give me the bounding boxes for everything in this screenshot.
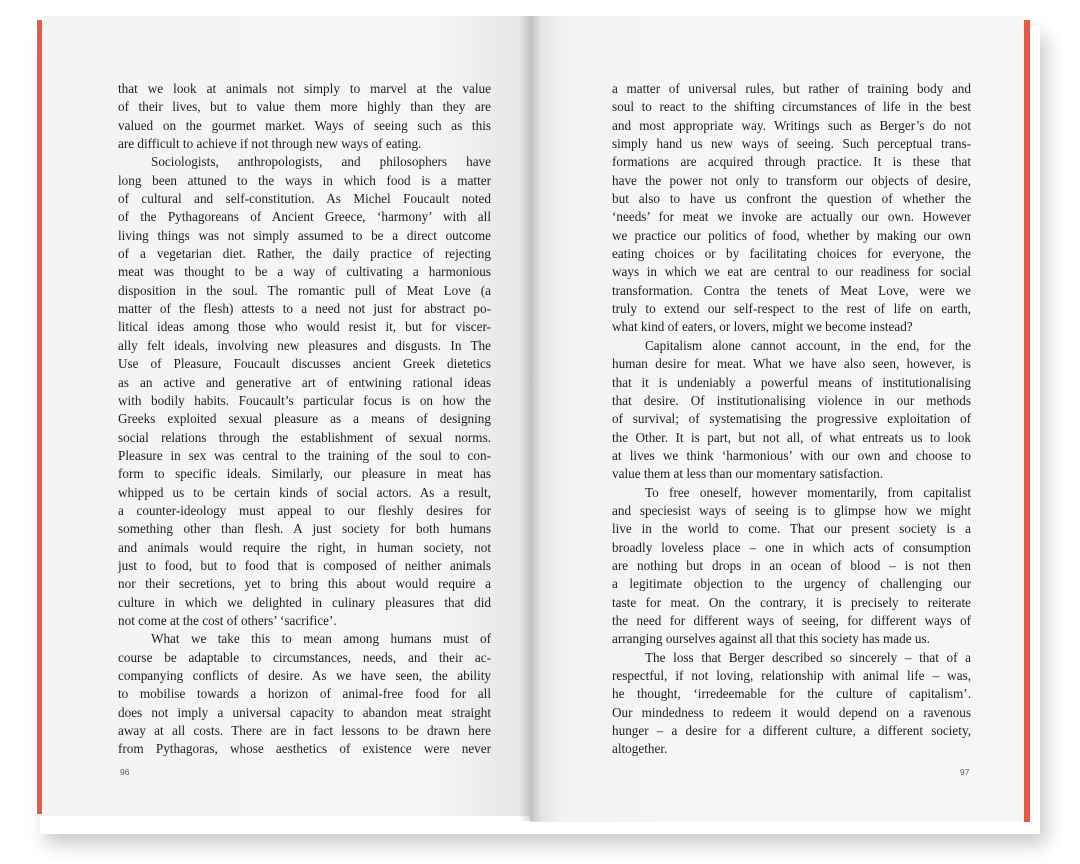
- left-page-number: 96: [120, 767, 130, 777]
- text-line: litical ideas among those who would resist it, but for viscer-: [118, 319, 491, 335]
- text-line: taste for meat. On the contrary, it is precisely to reiterate: [612, 594, 971, 610]
- text-line: truly to extend our self-respect to the rest of life on earth,: [612, 301, 971, 317]
- text-line: Capitalism alone cannot account, in the end, for the: [645, 337, 971, 353]
- text-line: of their lives, but to value them more highly than they are: [118, 99, 491, 115]
- right-page-edge: [1023, 20, 1030, 822]
- text-line: that we look at animals not simply to marvel at the value: [118, 81, 491, 96]
- text-line: nor their secretions, yet to bring this about would require a: [118, 576, 491, 592]
- text-line: meat was thought to be a way of cultivating a harmonious: [118, 264, 491, 280]
- text-line: Our mindedness to redeem it would depend on a ravenous: [612, 704, 971, 720]
- text-line: eating choices or by facilitating choices for everyone, the: [612, 246, 971, 262]
- text-line: Sociologists, anthropologists, and philosophers have: [151, 154, 491, 170]
- text-line: companying conflicts of desire. As we have seen, the ability: [118, 668, 491, 683]
- text-line: have the power not only to transform our objects of desire,: [612, 172, 971, 188]
- text-line: and speciesist ways of seeing is to glimpse how we might: [612, 502, 971, 518]
- text-line: as an active and generative art of entwining rational ideas: [118, 374, 491, 390]
- text-line: at lives we think ‘harmonious’ with our own and choose to: [612, 447, 971, 463]
- text-line: soul to react to the shifting circumstances of life in the best: [612, 99, 971, 115]
- text-line: live in the world to come. That our present society is a: [612, 521, 971, 537]
- text-line: of the Pythagoreans of Ancient Greece, ‘harmony’ with all: [118, 209, 491, 225]
- text-line: To free oneself, however momentarily, from capitalist: [645, 484, 971, 500]
- text-line: what kind of eaters, or lovers, might we become instead?: [612, 319, 913, 335]
- text-line: disposition in the soul. The romantic pull of Meat Love (a: [118, 282, 491, 298]
- text-line: ‘needs’ for meat we invoke are actually our own. However: [612, 209, 971, 225]
- text-line: Use of Pleasure, Foucault discusses ancient Greek dietetics: [118, 356, 491, 372]
- text-line: but also to have us confront the question of whether the: [612, 191, 971, 207]
- text-line: away at all costs. There are in fact lessons to be drawn here: [118, 723, 491, 739]
- text-line: What we take this to mean among humans must of: [151, 631, 491, 647]
- text-line: we practice our politics of food, whether by making our own: [612, 227, 971, 243]
- text-line: does not imply a universal capacity to abandon meat straight: [118, 704, 491, 720]
- text-line: ally felt ideals, involving new pleasures and disgusts. In The: [118, 337, 491, 353]
- text-line: broadly loveless place – one in which acts of consumption: [612, 539, 971, 555]
- text-line: respectful, if not loving, relationship with animal life – was,: [612, 668, 971, 683]
- text-line: the need for different ways of seeing, for different ways of: [612, 612, 971, 628]
- text-line: culture in which we delighted in culinary pleasures that did: [118, 594, 491, 610]
- text-line: of survival; of systematising the progressive exploitation of: [612, 411, 971, 427]
- text-line: human desire for meat. What we have also seen, however, is: [612, 356, 971, 372]
- text-line: of cultural and self-constitution. As Michel Foucault noted: [118, 191, 491, 207]
- text-line: something other than flesh. A just society for both humans: [118, 521, 491, 537]
- text-line: The loss that Berger described so sincerely – that of a: [645, 649, 971, 665]
- text-line: that desire. Of institutionalising violence in our methods: [612, 392, 971, 408]
- text-line: transformation. Contra the tenets of Meat Love, were we: [612, 282, 971, 298]
- text-line: long been attuned to the ways in which food is a matter: [118, 172, 491, 188]
- text-line: valued on the gourmet market. Ways of seeing such as this: [118, 117, 491, 133]
- text-line: ways in which we eat are central to our readiness for social: [612, 264, 971, 280]
- text-line: a matter of universal rules, but rather of training body and: [612, 81, 971, 96]
- text-line: formations are acquired through practice. It is these that: [612, 154, 971, 170]
- text-line: just to food, but to food that is composed of neither animals: [118, 557, 491, 573]
- text-line: Pleasure in sex was central to the training of the soul to con-: [118, 447, 491, 463]
- text-line: and animals would require the right, in human society, not: [118, 539, 491, 555]
- right-page-text: [612, 80, 971, 759]
- text-line: form to specific ideals. Similarly, our pleasure in meat has: [118, 466, 491, 482]
- text-line: arranging ourselves against all that this society has made us.: [612, 631, 930, 647]
- text-line: social relations through the establishment of sexual norms.: [118, 429, 491, 445]
- text-line: hunger – a desire for a different culture, a different society,: [612, 723, 971, 739]
- right-page-number: 97: [960, 767, 970, 777]
- text-line: simply hand us new ways of seeing. Such perceptual trans-: [612, 136, 971, 152]
- text-line: and most appropriate way. Writings such as Berger’s do not: [612, 117, 971, 133]
- text-line: that it is undeniably a powerful means of institutionalising: [612, 374, 971, 390]
- text-line: altogether.: [612, 741, 668, 757]
- text-line: to mobilise towards a horizon of animal-free food for all: [118, 686, 491, 702]
- book-gutter: [519, 16, 541, 821]
- right-page: [530, 16, 1024, 822]
- text-line: the Other. It is part, but not all, of what entreats us to look: [612, 429, 971, 445]
- text-line: not come at the cost of others’ ‘sacrifice’.: [118, 612, 337, 628]
- text-line: are difficult to achieve if not through new ways of eating.: [118, 136, 422, 152]
- text-line: from Pythagoras, whose aesthetics of existence were never: [118, 741, 491, 757]
- text-line: he thought, ‘irredeemable for the culture of capitalism’.: [612, 686, 971, 702]
- text-line: with bodily habits. Foucault’s particular focus is on how the: [118, 392, 491, 408]
- text-line: living things was not simply assumed to be a direct outcome: [118, 227, 491, 243]
- left-page: [42, 16, 530, 816]
- text-line: are nothing but drops in an ocean of blood – is not then: [612, 557, 971, 573]
- text-line: Greeks exploited sexual pleasure as a means of designing: [118, 411, 491, 427]
- text-line: whipped us to be certain kinds of social actors. As a result,: [118, 484, 491, 500]
- text-line: a legitimate objection to the urgency of challenging our: [612, 576, 971, 592]
- text-line: course be adaptable to circumstances, needs, and their ac-: [118, 649, 491, 665]
- text-line: value them at less than our momentary satisfaction.: [612, 466, 884, 482]
- text-line: of a vegetarian diet. Rather, the daily practice of rejecting: [118, 246, 491, 262]
- text-line: a counter-ideology must appeal to our fleshly desires for: [118, 502, 491, 518]
- left-page-text: [118, 80, 491, 759]
- text-line: matter of the flesh) attests to a need not just for abstract po-: [118, 301, 491, 317]
